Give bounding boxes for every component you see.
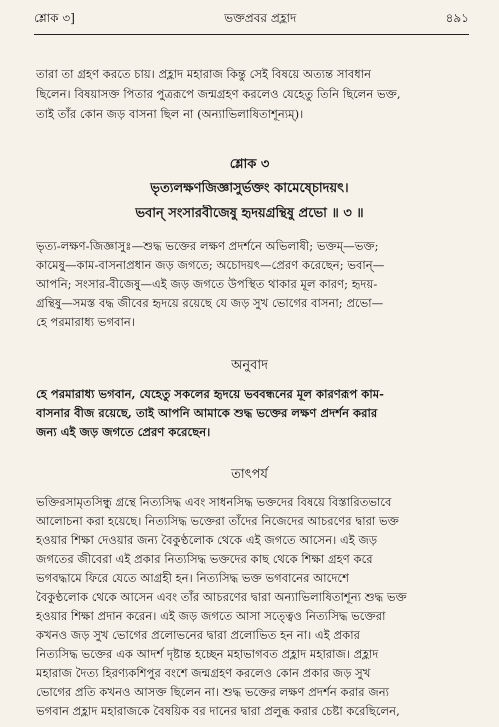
header-rule: [34, 34, 469, 35]
synonyms-line: আপনি; সংসার-বীজেষু—এই জড় জগতে উপস্থিত থাকার মূল কারণ; হৃদয়-: [36, 277, 378, 291]
purport-line: মহারাজ দৈত্য হিরণ্যকশিপুর বংশে জন্মগ্রহণ করলেও কোন প্রকার জড় সুখ: [36, 666, 371, 680]
translation-label: অনুবাদ: [231, 358, 268, 373]
purport-line: নিত্যসিদ্ধ ভক্তের এক আদর্শ দৃষ্টান্ত হচ্ছেন মহাভাগবত প্রহ্লাদ মহারাজ। প্রহ্লাদ: [36, 647, 379, 661]
purport-line: ভগবদ্ধামে ফিরে যেতে আগ্রহী হন। নিত্যসিদ্ধ ভক্ত ভগবানের আদেশে: [36, 571, 349, 585]
synonyms-line: হে পরমারাধ্য ভগবান।: [36, 315, 135, 329]
purport-line: হওয়ার শিক্ষা দেওয়ার জন্য বৈকুণ্ঠলোক থেকে এই জগতে আসেন। এই জড়: [36, 533, 378, 547]
purport-line: হওয়ার শিক্ষা প্রদান করেন। এই জড় জগতে আসা সত্ত্বেও নিত্যসিদ্ধ ভক্তেরা: [36, 609, 386, 623]
purport-label: তাৎপর্য: [231, 467, 268, 482]
purport-line: জগতের জীবেরা এই প্রকার নিত্যসিদ্ধ ভক্তদের কাছ থেকে শিক্ষা গ্রহণ করে: [36, 552, 373, 566]
translation-line: জন্য এই জড় জগতে প্রেরণ করেছেন।: [36, 425, 211, 439]
intro-line: তারা তা গ্রহণ করতে চায়। প্রহ্লাদ মহারাজ কিন্তু সেই বিষয়ে অত্যন্ত সাবধান: [36, 67, 372, 81]
header-chapter-title: ভক্তপ্রবর প্রহ্লাদ: [224, 11, 297, 25]
synonyms-line: ভৃত্য-লক্ষণ-জিজ্ঞাসুঃ—শুদ্ধ ভক্তের লক্ষণ প্রদর্শনে অভিলাষী; ভক্তম্—ভক্ত;: [36, 239, 379, 253]
purport-line: বৈকুণ্ঠলোক থেকে আসেন এবং তাঁর আচরণের দ্বারা অন্যাভিলাষিতাশূন্য শুদ্ধ ভক্ত: [36, 590, 407, 604]
intro-line: তাই তাঁর কোন জড় বাসনা ছিল না (অন্যাভিলাষিতাশূন্যম্)।: [36, 107, 304, 121]
purport-line: আলোচনা করা হয়েছে। নিত্যসিদ্ধ ভক্তেরা তাঁদের নিজেদের আচরণের দ্বারা ভক্ত: [36, 514, 399, 528]
purport-line: ভক্তিরসামৃতসিন্ধু গ্রন্থে নিত্যসিদ্ধ এবং সাধনসিদ্ধ ভক্তদের বিষয়ে বিস্তারিতভাবে: [36, 495, 392, 509]
verse-line: ভৃত্যলক্ষণজিজ্ঞাসুর্ভক্তং কামেষ্চোদয়ৎ।: [150, 181, 349, 196]
header-page-number: ৪৯১: [445, 11, 469, 25]
translation-line: হে পরমারাধ্য ভগবান, যেহেতু সকলের হৃদয়ে ভববন্ধনের মূল কারণরূপ কাম-: [36, 387, 384, 401]
page-header: [34, 10, 469, 30]
synonyms-line: গ্রন্থিষু—সমস্ত বদ্ধ জীবের হৃদয়ে রয়েছে যে জড় সুখ ভোগের বাসনা; প্রভো—: [36, 296, 384, 310]
verse-line: ভবান্ সংসারবীজেষু হৃদয়গ্রন্থিষু প্রভো ॥ ৩ ॥: [135, 206, 364, 221]
translation-line: বাসনার বীজ রয়েছে, তাই আপনি আমাকে শুদ্ধ ভক্তের লক্ষণ প্রদর্শন করার: [36, 406, 378, 420]
purport-line: ভগবান প্রহ্লাদ মহারাজকে বৈষয়িক বর দানের দ্বারা প্রলুব্ধ করার চেষ্টা করেছিলেন,: [36, 704, 400, 718]
purport-line: ভোগের প্রতি কখনও আসক্ত ছিলেন না। শুদ্ধ ভক্তের লক্ষণ প্রদর্শন করার জন্য: [36, 685, 390, 699]
purport-line: কখনও জড় সুখ ভোগের প্রলোভনের দ্বারা প্রলোভিত হন না। এই প্রকার: [36, 628, 360, 642]
sloka-label: শ্লোক ৩: [229, 157, 270, 172]
intro-line: ছিলেন। বিষয়াসক্ত পিতার পুত্ররূপে জন্মগ্রহণ করলেও যেহেতু তিনি ছিলেন ভক্ত,: [36, 87, 401, 101]
header-verse-ref: শ্লোক ৩]: [34, 11, 75, 25]
synonyms-line: কামেষু—কাম-বাসনাপ্রধান জড় জগতে; অচোদয়ৎ—প্রেরণ করেছেন; ভবান্—: [36, 258, 385, 272]
